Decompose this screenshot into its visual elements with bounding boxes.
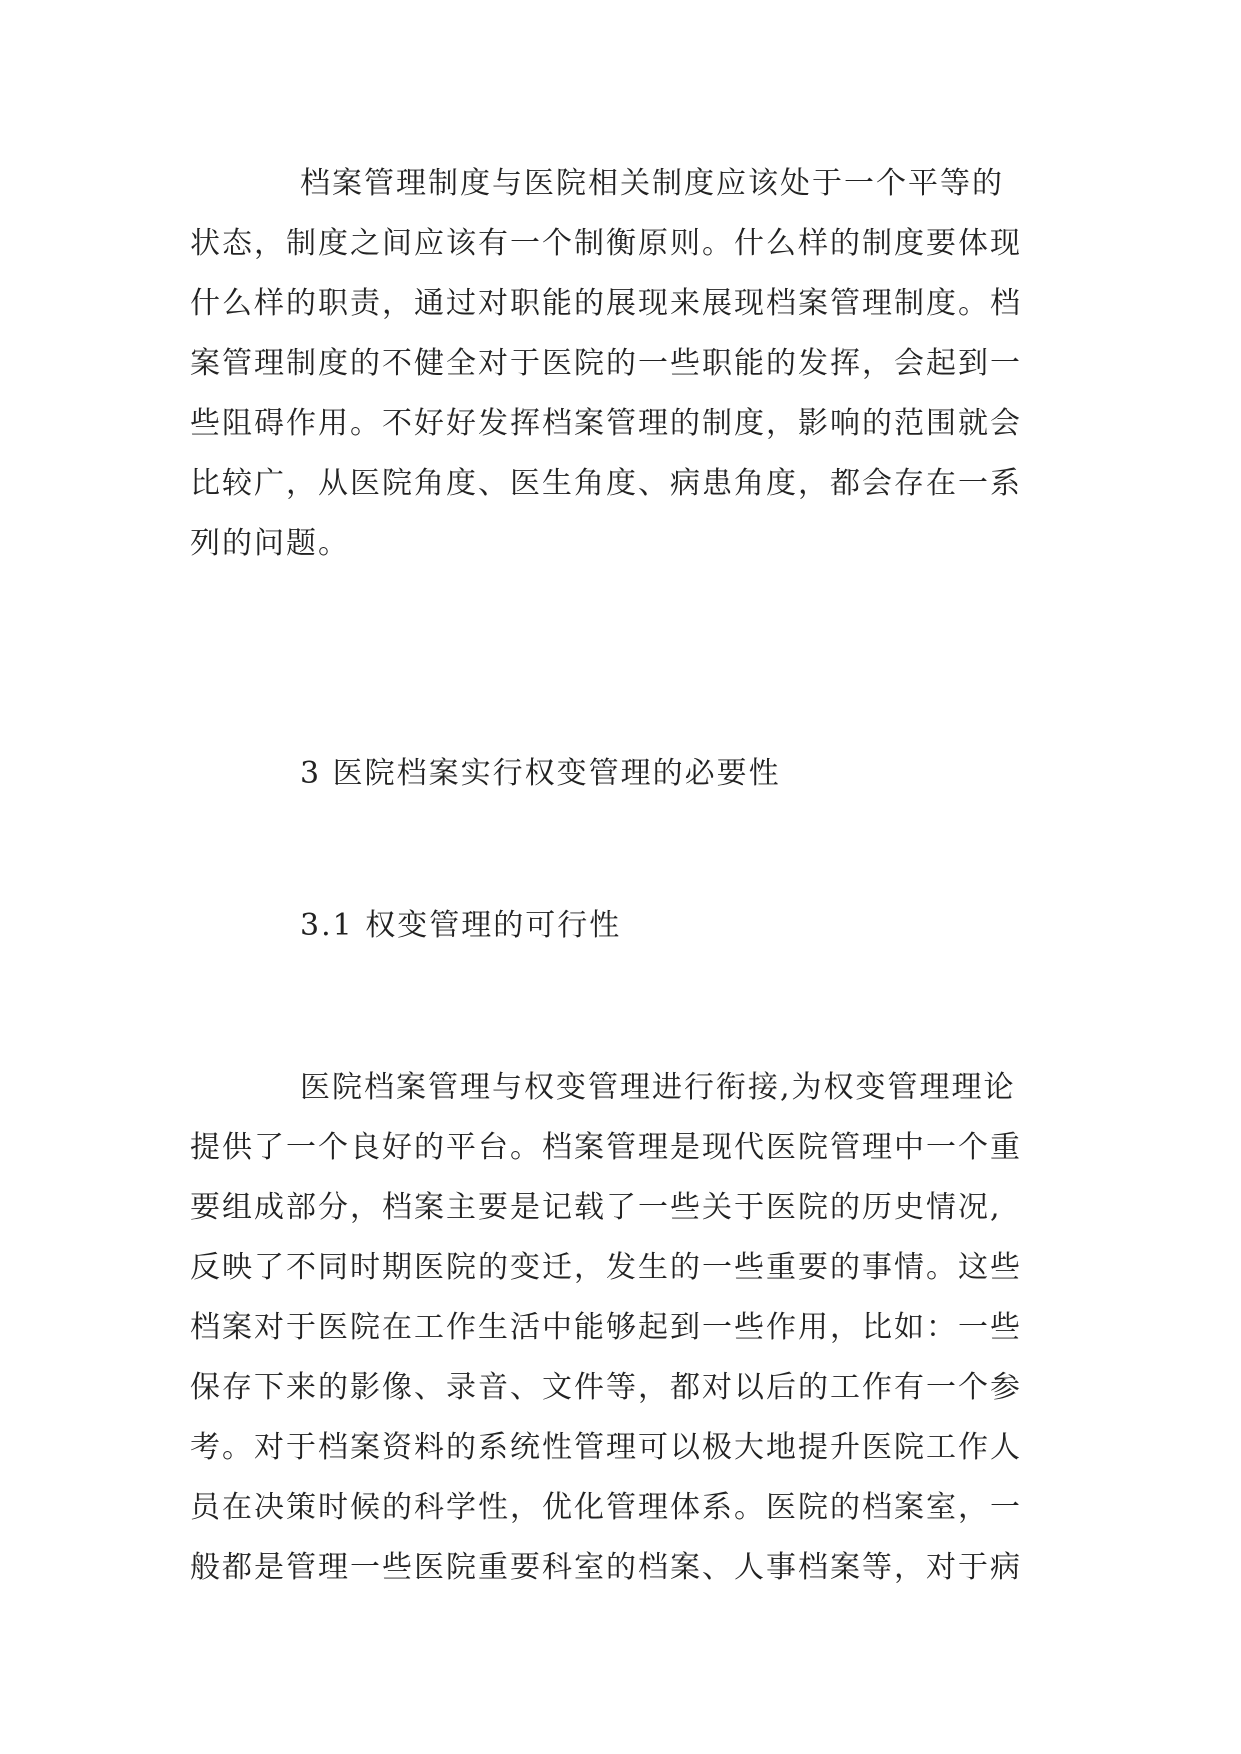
paragraph-line: 保存下来的影像、录音、文件等，都对以后的工作有一个参 xyxy=(190,1370,1022,1405)
paragraph-line: 案管理制度的不健全对于医院的一些职能的发挥，会起到一 xyxy=(190,346,1022,381)
paragraph-line: 提供了一个良好的平台。档案管理是现代医院管理中一个重 xyxy=(190,1130,1022,1165)
paragraph-line: 医院档案管理与权变管理进行衔接,为权变管理理论 xyxy=(300,1070,1016,1105)
paragraph-line: 般都是管理一些医院重要科室的档案、人事档案等，对于病 xyxy=(190,1550,1022,1585)
paragraph-line: 档案对于医院在工作生活中能够起到一些作用，比如：一些 xyxy=(190,1310,1022,1345)
paragraph-line: 考。对于档案资料的系统性管理可以极大地提升医院工作人 xyxy=(190,1430,1022,1465)
paragraph-line: 要组成部分，档案主要是记载了一些关于医院的历史情况, xyxy=(190,1190,1002,1225)
paragraph-line: 什么样的职责，通过对职能的展现来展现档案管理制度。档 xyxy=(190,286,1022,321)
paragraph-line: 状态，制度之间应该有一个制衡原则。什么样的制度要体现 xyxy=(190,226,1022,261)
paragraph-line: 反映了不同时期医院的变迁，发生的一些重要的事情。这些 xyxy=(190,1250,1022,1285)
paragraph-line: 档案管理制度与医院相关制度应该处于一个平等的 xyxy=(300,166,1004,201)
subsection-heading: 3.1 权变管理的可行性 xyxy=(300,908,622,943)
paragraph-line: 些阻碍作用。不好好发挥档案管理的制度，影响的范围就会 xyxy=(190,406,1022,441)
paragraph-line: 员在决策时候的科学性，优化管理体系。医院的档案室，一 xyxy=(190,1490,1022,1525)
paragraph-line: 列的问题。 xyxy=(190,526,350,561)
paragraph-line: 比较广，从医院角度、医生角度、病患角度，都会存在一系 xyxy=(190,466,1022,501)
section-heading: 3 医院档案实行权变管理的必要性 xyxy=(300,756,781,791)
